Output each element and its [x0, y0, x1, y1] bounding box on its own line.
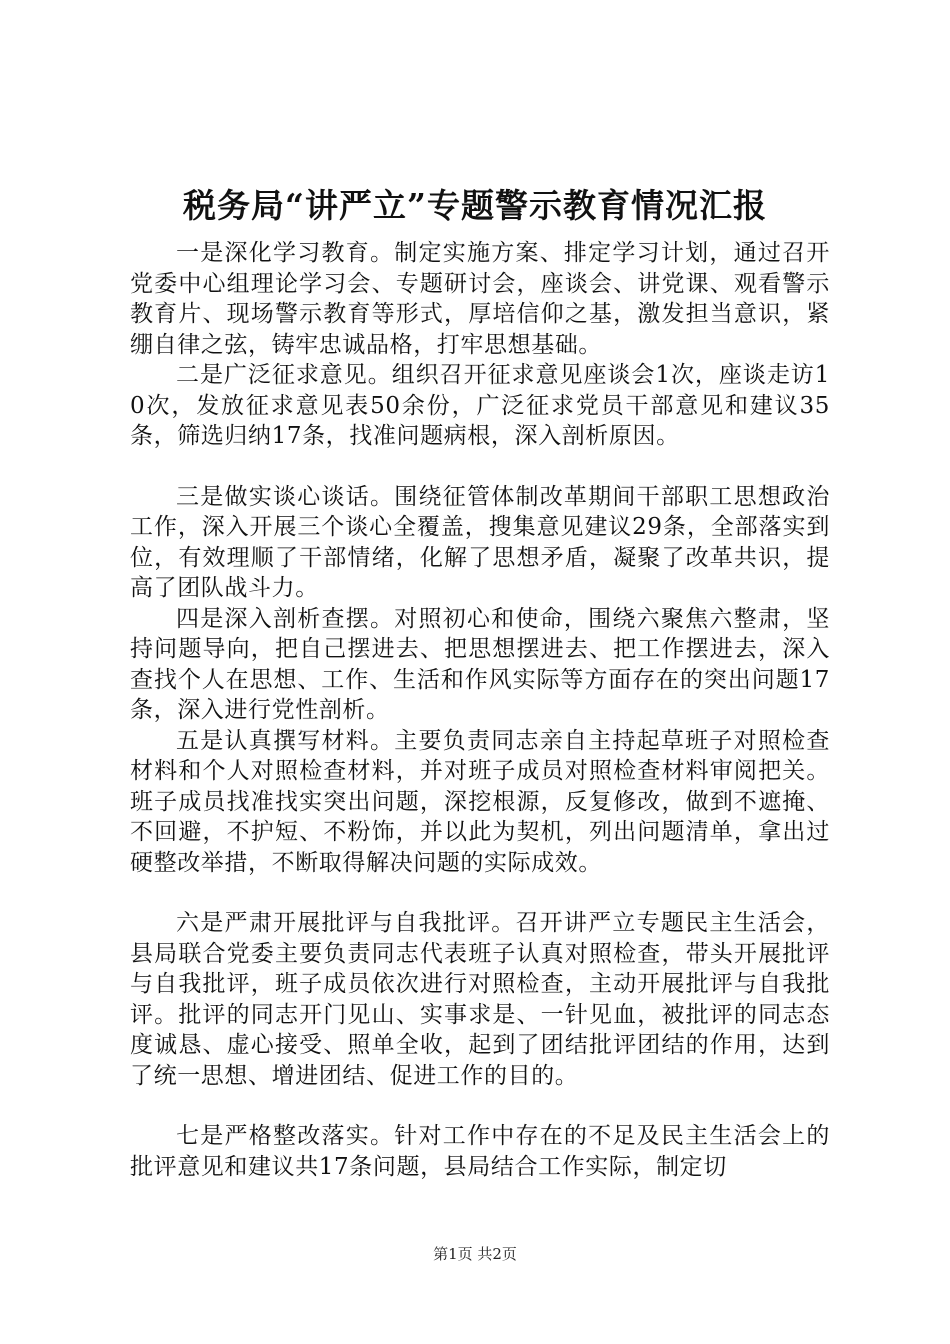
paragraph-criticism: 六是严肃开展批评与自我批评。召开讲严立专题民主生活会，县局联合党委主要负责同志代表班子认真对照检查，带头开展批评与自我批评，班子成员依次进行对照检查，主动开展批评与自我批评。批评的同志开门见山、实事求是、一针见血，被批评的同志态度诚恳、虚心接受、照单全收，起到了团结批评团结的作用，达到了统一思想、增进团结、促进工作的目的。 — [130, 910, 830, 1089]
paragraph-study-education: 一是深化学习教育。制定实施方案、排定学习计划，通过召开党委中心组理论学习会、专题研讨会，座谈会、讲党课、观看警示教育片、现场警示教育等形式，厚培信仰之基，激发担当意识，紧绷自律之弦，铸牢忠诚品格，打牢思想基础。 — [130, 240, 830, 358]
paragraph-solicit-opinions: 二是广泛征求意见。组织召开征求意见座谈会1次，座谈走访10次，发放征求意见表50余份，广泛征求党员干部意见和建议35条，筛选归纳17条，找准问题病根，深入剖析原因。 — [130, 362, 830, 449]
page-footer: 第1页 共2页 — [433, 1245, 517, 1263]
paragraph-rectification: 七是严格整改落实。针对工作中存在的不足及民主生活会上的批评意见和建议共17条问题，县局结合工作实际，制定切 — [130, 1123, 830, 1180]
document-body — [130, 238, 830, 1182]
paragraph-write-materials: 五是认真撰写材料。主要负责同志亲自主持起草班子对照检查材料和个人对照检查材料，并对班子成员对照检查材料审阅把关。班子成员找准找实突出问题，深挖根源，反复修改，做到不遮掩、不回避，不护短、不粉饰，并以此为契机，列出问题清单，拿出过硬整改举措，不断取得解决问题的实际成效。 — [130, 727, 830, 876]
paragraph-heart-talks: 三是做实谈心谈话。围绕征管体制改革期间干部职工思想政治工作，深入开展三个谈心全覆盖，搜集意见建议29条，全部落实到位，有效理顺了干部情绪，化解了思想矛盾，凝聚了改革共识，提高了团队战斗力。 — [130, 483, 830, 601]
paragraph-problem-analysis: 四是深入剖析查摆。对照初心和使命，围绕六聚焦六整肃，坚持问题导向，把自己摆进去、把思想摆进去、把工作摆进去，深入查找个人在思想、工作、生活和作风实际等方面存在的突出问题17条，深入进行党性剖析。 — [130, 605, 830, 723]
document-title: 税务局“讲严立”专题警示教育情况汇报 — [183, 186, 767, 225]
